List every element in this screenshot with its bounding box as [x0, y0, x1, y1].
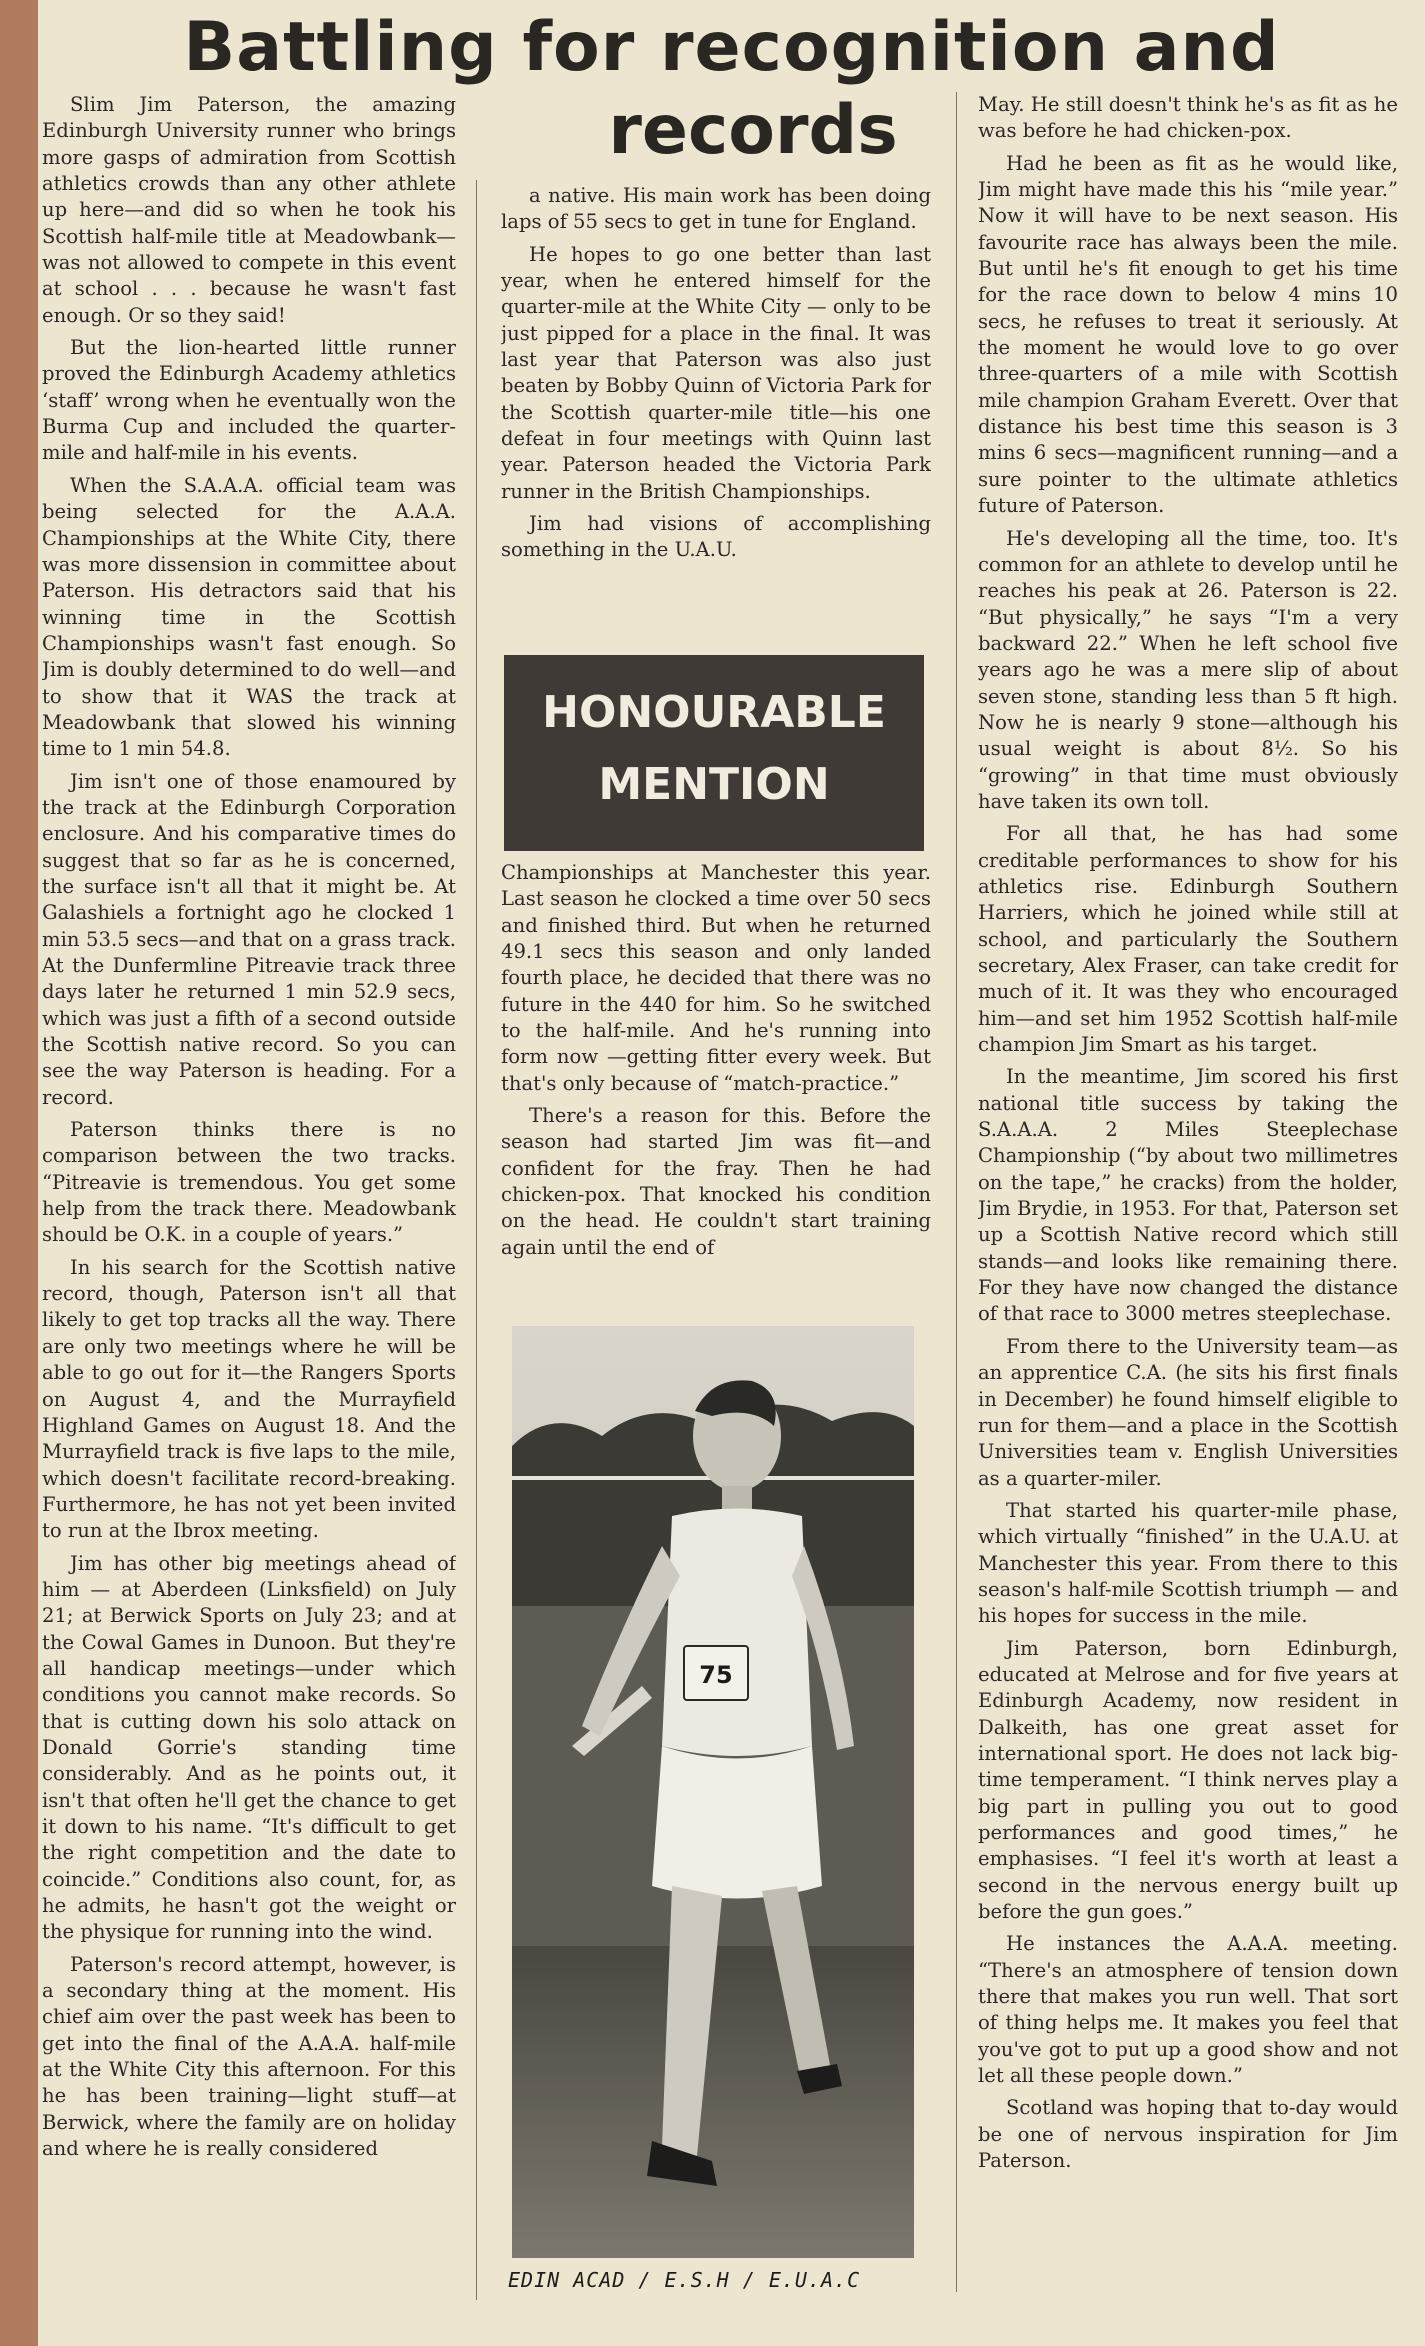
column-1-paragraph: Paterson's record attempt, however, is a secondary thing at the moment. His chief aim over the past week has been to get into the final of the A.A.A. half-mile at the White City this afternoon. For this he has been training—light stuff—at Berwick, where the family are on holiday and where he is really considered [42, 1952, 456, 2161]
column-1-paragraph: Jim isn't one of those enamoured by the track at the Edinburgh Corporation enclosure. And his comparative times do suggest that so far as he is concerned, the surface isn't all that it might be. At Galashiels a fortnight ago he clocked 1 min 53.5 secs—and that on a grass track. At the Dunfermline Pitreavie track three days later he returned 1 min 52.9 secs, which was just a fifth of a second outside the Scottish native record. So you can see the way Paterson is heading. For a record. [42, 769, 456, 1109]
column-3-paragraph: From there to the University team—as an apprentice C.A. (he sits his first finals in December) he found himself eligible to run for them—and a place in the Scottish Universities team v. English Universities as a quarter-miler. [978, 1334, 1398, 1490]
column-1-paragraph: Slim Jim Paterson, the amazing Edinburgh University runner who brings more gasps of admiration from Scottish athletics crowds than any other athlete up here—and did so when he took his Scottish half-mile title at Meadowbank—was not allowed to compete in this event at school . . . because he wasn't fast enough. Or so they said! [42, 93, 456, 327]
column-3-paragraph: In the meantime, Jim scored his first national title success by taking the S.A.A.A. 2 Miles Steeplechase Championship (“by about two millimetres on the tape,” he cracks) from the holder, Jim Brydie, in 1953. For that, Paterson set up a Scottish Native record which still stands—and looks like remaining there. For they have now changed the distance of that race to 3000 metres steeplechase. [978, 1065, 1398, 1326]
column-1-paragraph: In his search for the Scottish native record, though, Paterson isn't all that likely to get top tracks all the way. There are only two meetings where he will be able to go out for it—the Rangers Sports on August 4, and the Murrayfield Highland Games on August 18. And the Murrayfield track is five laps to the mile, which doesn't facilitate record-breaking. Furthermore, he has not yet been invited to run at the Ibrox meeting. [42, 1255, 456, 1543]
honourable-mention-banner [504, 655, 924, 851]
column-rule-left [476, 180, 477, 2300]
column-3-paragraph: For all that, he has had some creditable performances to show for his athletics rise. Edinburgh Southern Harriers, which he joined while still at school, and particularly the Southern secretary, Alex Fraser, can take credit for much of it. It was they who encouraged him—and set him 1952 Scottish half-mile champion Jim Smart as his target. [978, 822, 1398, 1057]
column-2-paragraph: a native. His main work has been doing laps of 55 secs to get in tune for England. [501, 184, 931, 234]
bib-number: 75 [699, 1661, 733, 1689]
column-1-paragraph: Paterson thinks there is no comparison between the two tracks. “Pitreavie is tremendous. You get some help from the track there. Meadowbank should be O.K. in a couple of years.” [42, 1118, 456, 1247]
headline-line-1: Battling for recognition and [183, 8, 1280, 87]
column-1-paragraph: But the lion-hearted little runner proved the Edinburgh Academy athletics ‘staff’ wrong when he eventually won the Burma Cup and included the quarter-mile and half-mile in his events. [42, 336, 456, 465]
headline-line-2: records [608, 91, 898, 170]
column-2-paragraph: Championships at Manchester this year. Last season he clocked a time over 50 secs and finished third. But when he returned 49.1 secs this season and only landed fourth place, he decided that there was no future in the 440 for him. So he switched to the half-mile. And he's running into form now —getting fitter every week. But that's only because of “match-practice.” [501, 861, 931, 1095]
column-3-text [978, 92, 1398, 2332]
newspaper-clipping [38, 0, 1425, 2346]
handwritten-caption: EDIN ACAD / E.S.H / E.U.A.C [508, 2268, 861, 2292]
column-3-paragraph: He's developing all the time, too. It's common for an athlete to develop until he reaches his peak at 26. Paterson is 22. “But physically,” he says “I'm a very backward 22.” When he left school five years ago he was a mere slip of about seven stone, standing less than 5 ft high. Now he is nearly 9 stone—although his usual weight is about 8½. So his “growing” in that time must obviously have taken its own toll. [978, 526, 1398, 813]
column-3-paragraph: Jim Paterson, born Edinburgh, educated at Melrose and for five years at Edinburgh Academy, now resident in Dalkeith, has one great asset for international sport. He does not lack big-time temperament. “I think nerves play a big part in pulling you out to good performances and good times,” he emphasises. “I feel it's worth at least a second in the nervous energy built up before the gun goes.” [978, 1636, 1398, 1924]
banner-line-2: MENTION [598, 759, 830, 810]
column-2-paragraph: He hopes to go one better than last year, when he entered himself for the quarter-mile at the White City — only to be just pipped for a place in the final. It was last year that Paterson was also just beaten by Bobby Quinn of Victoria Park for the Scottish quarter-mile title—his one defeat in four meetings with Quinn last year. Paterson headed the Victoria Park runner in the British Championships. [501, 242, 931, 503]
column-1-paragraph: When the S.A.A.A. official team was being selected for the A.A.A. Championships at the White City, there was more dissension in committee about Paterson. His detractors said that his winning time in the Scottish Championships wasn't fast enough. So Jim is doubly determined to do well—and to show that it WAS the track at Meadowbank that slowed his winning time to 1 min 54.8. [42, 473, 456, 761]
column-3-paragraph: Had he been as fit as he would like, Jim might have made this his “mile year.” Now it will have to be next season. His favourite race has always been the mile. But until he's fit enough to get his time for the race down to below 4 mins 10 secs, he refuses to treat it seriously. At the moment he would love to go over three-quarters of a mile with Scottish mile champion Graham Everett. Over that distance his best time this season is 3 mins 6 secs—magnificent running—and a sure pointer to the ultimate athletics future of Paterson. [978, 151, 1398, 518]
runner-photo [512, 1326, 914, 2258]
column-3-paragraph: May. He still doesn't think he's as fit as he was before he had chicken-pox. [978, 93, 1398, 143]
column-2-paragraph: Jim had visions of accomplishing something in the U.A.U. [501, 512, 931, 562]
runner-photo-image [512, 1326, 914, 2258]
banner-line-1: HONOURABLE [542, 687, 886, 738]
column-2-paragraph: There's a reason for this. Before the season had started Jim was fit—and confident for the fray. Then he had chicken-pox. That knocked his condition on the head. He couldn't start training again until the end of [501, 1104, 931, 1259]
column-1-paragraph: Jim has other big meetings ahead of him — at Aberdeen (Linksfield) on July 21; at Berwick Sports on July 23; and at the Cowal Games in Dunoon. But they're all handicap meetings—under which conditions you cannot make records. So that is cutting down his solo attack on Donald Gorrie's standing time considerably. And as he points out, it isn't that often he'll get the chance to get it down to his name. “It's difficult to get the right competition and the date to coincide.” Conditions also count, for, as he admits, he hasn't got the weight or the physique for running into the wind. [42, 1551, 456, 1944]
column-2-top-text [501, 183, 931, 653]
column-rule-right [956, 92, 957, 2292]
column-1-text [42, 92, 456, 2332]
column-3-paragraph: He instances the A.A.A. meeting. “There's an atmosphere of tension down there that makes you run well. That sort of thing helps me. It makes you feel that you've got to put up a good show and not let all these people down.” [978, 1932, 1398, 2088]
column-3-paragraph: That started his quarter-mile phase, which virtually “finished” in the U.A.U. at Manchester this year. From there to this season's half-mile Scottish triumph — and his hopes for success in the mile. [978, 1498, 1398, 1628]
column-2-bottom-text [501, 860, 931, 1320]
column-3-paragraph: Scotland was hoping that to-day would be one of nervous inspiration for Jim Paterson. [978, 2096, 1398, 2173]
